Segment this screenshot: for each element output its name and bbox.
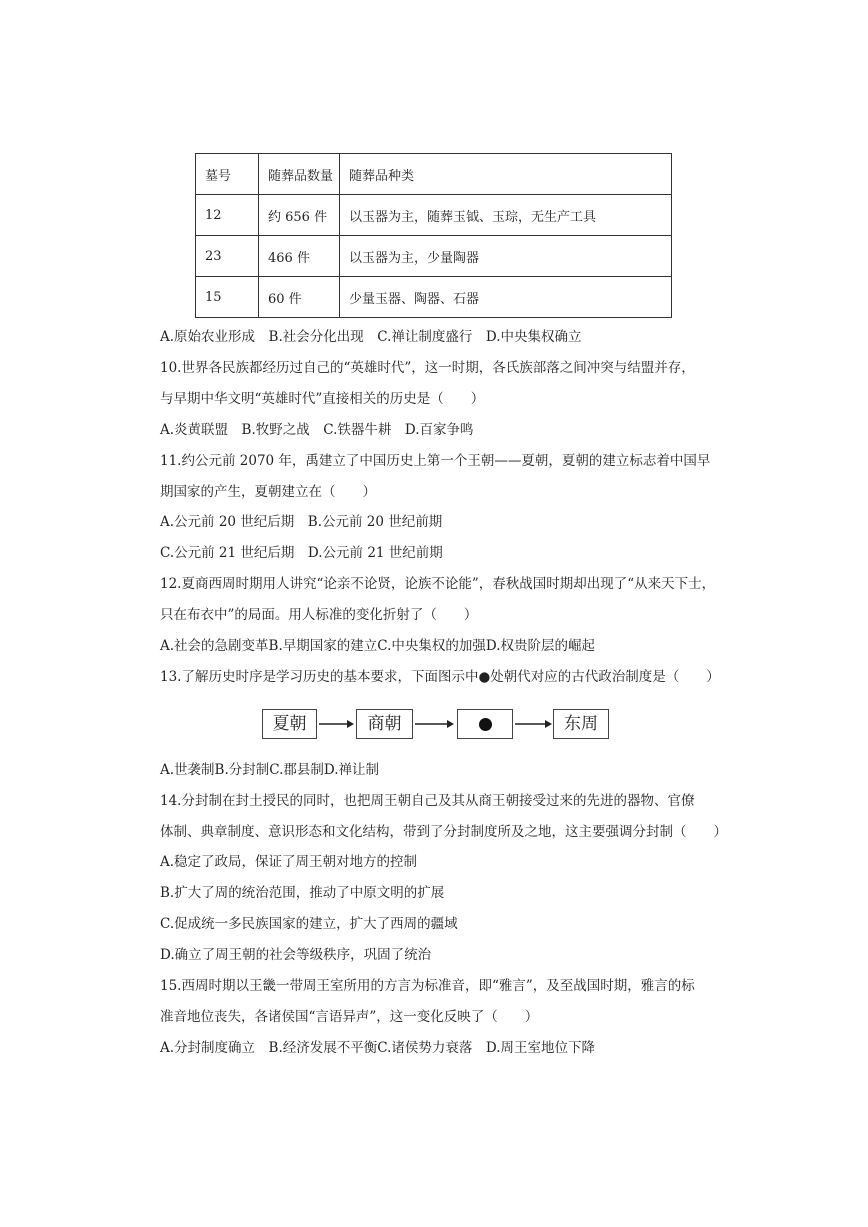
q14-option-d: D.确立了周王朝的社会等级秩序，巩固了统治 [160,947,432,963]
q15-stem-line1: 15.西周时期以王畿一带周王室所用的方言为标准音，即“雅言”，及至战国时期，雅言的标 [160,978,695,994]
table-cell: 约 656 件 [259,195,340,236]
table-cell: 23 [196,236,259,277]
table-row [196,195,672,236]
table-cell: 以玉器为主，少量陶器 [340,236,672,277]
q11-stem-line1: 11.约公元前 2070 年，禹建立了中国历史上第一个王朝——夏朝，夏朝的建立标志着中国早 [160,453,711,469]
q10-stem-line2: 与早期中华文明“英雄时代”直接相关的历史是（ ） [160,391,485,407]
table-row [196,236,672,277]
q10-options: A.炎黄联盟 B.牧野之战 C.铁器牛耕 D.百家争鸣 [160,422,474,438]
q13-options: A.世袭制B.分封制C.郡县制D.禅让制 [160,762,380,778]
table-header-cell: 随葬品种类 [340,154,672,195]
q14-stem-line1: 14.分封制在封土授民的同时，也把周王朝自己及其从商王朝接受过来的先进的器物、官僚 [160,793,695,809]
table-cell: 12 [196,195,259,236]
table-cell: 60 件 [259,277,340,318]
flow-arrow-icon [513,709,553,739]
flow-box-shang: 商朝 [356,709,413,739]
q12-stem-line2: 只在布衣中”的局面。用人标准的变化折射了（ ） [160,607,478,623]
q10-stem-line1: 10.世界各民族都经历过自己的“英雄时代”，这一时期，各氏族部落之间冲突与结盟并存， [160,360,695,376]
table-cell: 466 件 [259,236,340,277]
q11-stem-line2: 期国家的产生，夏朝建立在（ ） [160,484,376,500]
q11-options-line2: C.公元前 21 世纪后期 D.公元前 21 世纪前期 [160,545,443,561]
flow-box-eastern-zhou: 东周 [553,709,609,739]
q11-options-line1: A.公元前 20 世纪后期 B.公元前 20 世纪前期 [160,514,443,530]
q15-options: A.分封制度确立 B.经济发展不平衡C.诸侯势力衰落 D.周王室地位下降 [160,1040,596,1056]
q14-option-a: A.稳定了政局，保证了周王朝对地方的控制 [160,854,418,870]
q9-options: A.原始农业形成 B.社会分化出现 C.禅让制度盛行 D.中央集权确立 [160,329,582,345]
table-row [196,277,672,318]
flow-box-xia: 夏朝 [262,709,317,739]
dot-marker-icon [479,718,492,731]
table-cell: 少量玉器、陶器、石器 [340,277,672,318]
burial-goods-table [195,153,672,318]
q12-options: A.社会的急剧变革B.早期国家的建立C.中央集权的加强D.权贵阶层的崛起 [160,638,596,654]
flow-box-unknown [457,709,513,739]
q15-stem-line2: 准音地位丧失，各诸侯国“言语异声”，这一变化反映了（ ） [160,1009,539,1025]
table-header-cell: 墓号 [196,154,259,195]
q13-stem-line1: 13.了解历史时序是学习历史的基本要求，下面图示中●处朝代对应的古代政治制度是（ ） [160,669,720,685]
q14-stem-line2: 体制、典章制度、意识形态和文化结构，带到了分封制度所及之地，这主要强调分封制（ ） [160,824,727,840]
flow-arrow-icon [317,709,355,739]
table-header-cell: 随葬品数量 [259,154,340,195]
table-header-row [196,154,672,195]
q12-stem-line1: 12.夏商西周时期用人讲究“论亲不论贤，论族不论能”，春秋战国时期却出现了“从来天下士， [160,576,716,592]
flow-arrow-icon [413,709,455,739]
q14-option-b: B.扩大了周的统治范围，推动了中原文明的扩展 [160,885,445,901]
table-cell: 15 [196,277,259,318]
table-cell: 以玉器为主，随葬玉钺、玉琮，无生产工具 [340,195,672,236]
dynasty-flow-diagram [262,709,610,741]
q14-option-c: C.促成统一多民族国家的建立，扩大了西周的疆域 [160,916,458,932]
